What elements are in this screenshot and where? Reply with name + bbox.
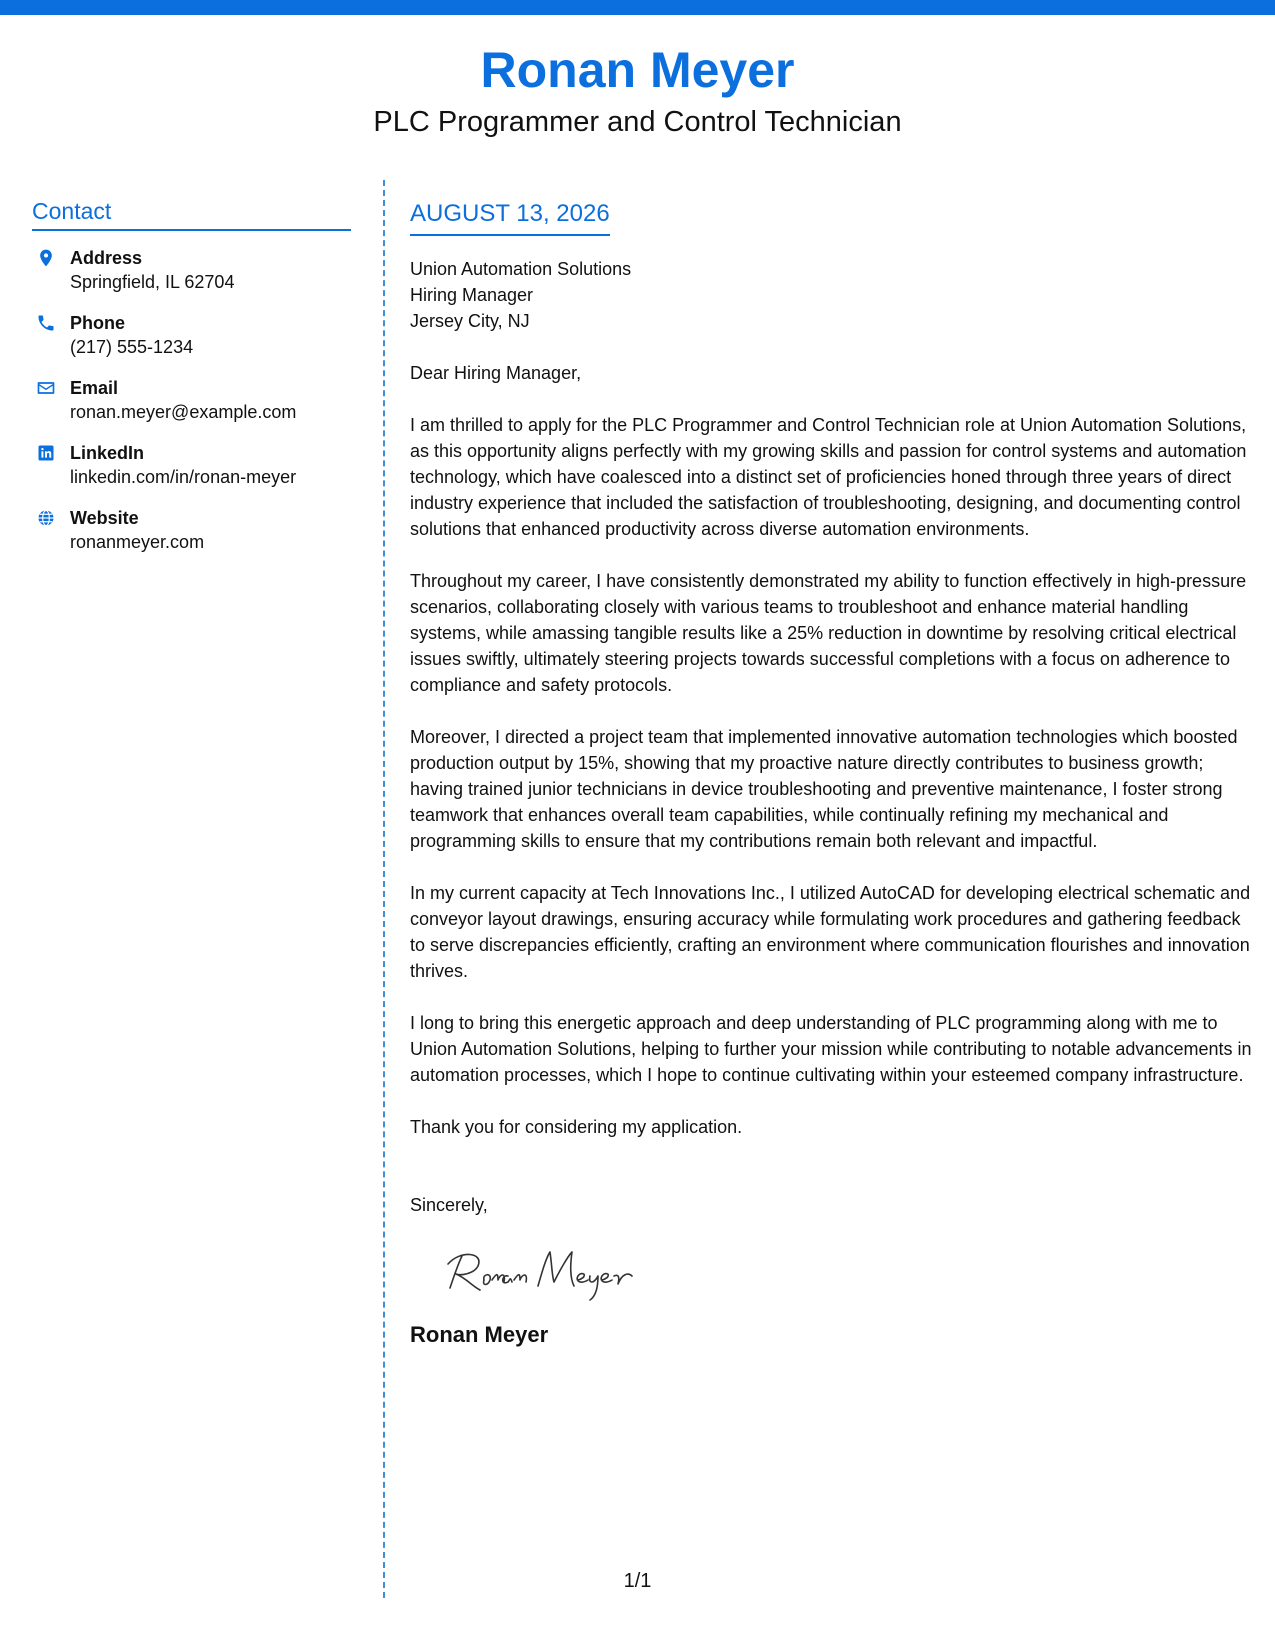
- body-paragraph: I long to bring this energetic approach and deep understanding of PLC programming along with me to Union Automation Solutions, helping to further your mission while contributing to notable advancements in automation processes, which I hope to continue cultivating within your esteemed company infrastructure.: [410, 1013, 1252, 1085]
- contact-item-address: [32, 246, 351, 294]
- contact-value-phone: (217) 555-1234: [70, 337, 194, 357]
- contact-section-title: Contact: [32, 196, 351, 231]
- job-title: PLC Programmer and Control Technician: [373, 106, 902, 138]
- signed-name: Ronan Meyer: [410, 1322, 549, 1347]
- body-paragraph: I am thrilled to apply for the PLC Programmer and Control Technician role at Union Automation Solutions, as this opportunity aligns perfectly with my growing skills and passion for control systems and automation technology, which have coalesced into a distinct set of proficiencies honed through three years of direct industry experience that included the satisfaction of troubleshooting, designing, and documenting control solutions that enhanced productivity across diverse automation environments.: [410, 415, 1247, 539]
- globe-icon: [36, 508, 56, 528]
- contact-item-phone: [32, 311, 351, 359]
- sign-off: Sincerely,: [410, 1195, 488, 1215]
- map-pin-icon: [36, 248, 56, 268]
- contact-item-linkedin: [32, 441, 351, 489]
- contact-label-website: Website: [70, 508, 139, 528]
- header: [0, 38, 1275, 140]
- contact-label-linkedin: LinkedIn: [70, 443, 145, 463]
- column-divider: [383, 180, 385, 1598]
- contact-item-website: [32, 506, 351, 554]
- applicant-name: Ronan Meyer: [480, 42, 795, 98]
- phone-icon: [36, 313, 56, 333]
- recipient-contact: Hiring Manager: [410, 285, 534, 305]
- body-paragraph: Moreover, I directed a project team that implemented innovative automation technologies which boosted production output by 15%, showing that my proactive nature directly contributes to business growth; having trained junior technicians in device troubleshooting and preventive maintenance, I foster strong teamwork that enhances overall team capabilities, while continually refining my mechanical and programming skills to ensure that my contributions remain both relevant and impactful.: [410, 727, 1238, 851]
- contact-item-email: [32, 376, 351, 424]
- body-paragraph: In my current capacity at Tech Innovations Inc., I utilized AutoCAD for developing electrical schematic and conveyor layout drawings, ensuring accuracy while formulating work procedures and gathering feedback to serve discrepancies efficiently, crafting an environment where communication flourishes and innovation thrives.: [410, 883, 1251, 981]
- contact-label-phone: Phone: [70, 313, 126, 333]
- contact-value-email: ronan.meyer@example.com: [70, 402, 297, 422]
- top-accent-bar: [0, 0, 1275, 15]
- contact-label-email: Email: [70, 378, 119, 398]
- contact-label-address: Address: [70, 248, 143, 268]
- letter-date: AUGUST 13, 2026: [410, 198, 610, 236]
- contact-list: [32, 246, 351, 554]
- recipient-company: Union Automation Solutions: [410, 259, 632, 279]
- contact-sidebar: [32, 196, 351, 571]
- closing-thanks: Thank you for considering my application.: [410, 1117, 743, 1137]
- linkedin-icon: [36, 443, 56, 463]
- recipient-block: [410, 256, 1255, 334]
- letter-body: [410, 198, 1255, 1350]
- contact-value-website: ronanmeyer.com: [70, 532, 205, 552]
- recipient-location: Jersey City, NJ: [410, 311, 530, 331]
- greeting: Dear Hiring Manager,: [410, 363, 582, 383]
- handwritten-signature: [438, 1236, 658, 1306]
- contact-value-linkedin: linkedin.com/in/ronan-meyer: [70, 467, 297, 487]
- body-paragraph: Throughout my career, I have consistently demonstrated my ability to function effectively in high-pressure scenarios, collaborating closely with various teams to troubleshoot and enhance material handling systems, while amassing tangible results like a 25% reduction in downtime by resolving critical electrical issues swiftly, ultimately steering projects towards successful completions with a focus on adherence to compliance and safety protocols.: [410, 571, 1247, 695]
- page-number: 1/1: [623, 1570, 652, 1592]
- contact-value-address: Springfield, IL 62704: [70, 272, 235, 292]
- envelope-icon: [36, 378, 56, 398]
